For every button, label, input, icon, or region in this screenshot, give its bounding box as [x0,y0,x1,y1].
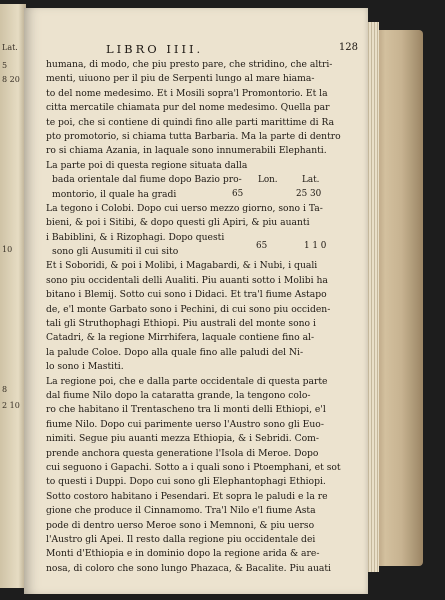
text-line: to questi i Duppi. Dopo cui sono gli Elephantophagi Ethiopi. [46,476,326,488]
running-header [24,42,368,58]
left-fragment: 2 10 [2,401,20,410]
longitude-value: 65 [256,241,268,252]
text-line: Catadri, & la regione Mirrhifera, laquale contiene fino al- [46,332,315,344]
left-fragment: 8 [2,385,8,394]
text-line: La parte poi di questa regione situata dalla [46,159,248,171]
text-line: Et i Soboridi, & poi i Molibi, i Magabardi, & i Nubi, i quali [46,260,318,272]
text-line: menti, uiuono per il piu de Serpenti lungo al mare hiama- [46,73,315,85]
left-fragment: Lat. [2,43,18,52]
text-line: nosa, di coloro che sono lungo Phazaca, & Bacalite. Piu auati [46,562,331,574]
left-page-edge [0,4,26,588]
text-line: ro che habitano il Trentascheno tra li monti delli Ethiopi, e'l [46,404,326,416]
coordinate-table [46,173,346,202]
table-text-line: sono gli Ausumiti il cui sito [52,246,179,258]
text-line: ro si chiama Azania, in laquale sono innumerabili Elephanti. [46,145,327,157]
book-page [24,8,368,594]
longitude-header: Lon. [258,175,278,186]
text-line: La tegono i Colobi. Dopo cui uerso mezzo giorno, sono i Ta- [46,202,323,214]
text-line: la palude Coloe. Dopo alla quale fino alle paludi del Ni- [46,346,304,358]
text-line: de, e'l monte Garbato sono i Pechini, di cui sono piu occiden- [46,303,331,315]
text-line: bitano i Blemij. Sotto cui sono i Didaci. Et tra'l fiume Astapo [46,289,327,301]
text-block [46,58,346,576]
text-line: prende anchora questa generatione l'Isola di Meroe. Dopo [46,447,319,459]
left-fragment: 5 [2,61,8,70]
table-text-line: montorio, il quale ha gradi [52,188,177,200]
text-line: cui seguono i Gapachi. Sotto a i quali sono i Ptoemphani, et sot [46,461,341,473]
text-line: nimiti. Segue piu auanti mezza Ethiopia, & i Sebridi. Com- [46,433,319,445]
coordinate-table [46,241,346,259]
left-fragment: 10 [2,245,13,254]
text-line: humana, di modo, che piu presto pare, che stridino, che altri- [46,59,333,70]
text-line: pto promotorio, si chiama tutta Barbaria. Ma la parte di dentro [46,130,341,142]
text-line: i Babiblini, & i Rizophagi. Dopo questi [46,231,225,243]
text-line: Sotto costoro habitano i Pesendari. Et sopra le paludi e la re [46,490,328,502]
text-line: La regione poi, che e dalla parte occidentale di questa parte [46,375,328,387]
text-line: gione che produce il Cinnamomo. Tra'l Nilo e'l fiume Asta [46,505,316,517]
text-line: sono piu occidentali delli Aualiti. Piu auanti sotto i Molibi ha [46,274,328,286]
text-line: tali gli Struthophagi Ethiopi. Piu australi del monte sono i [46,318,316,330]
text-line: citta mercatile chiamata pur del nome medesimo. Quella par [46,102,330,114]
text-line: pode di dentro uerso Meroe sono i Memnoni, & piu uerso [46,519,315,531]
latitude-value: 25 30 [296,189,322,200]
page-number: 128 [338,42,358,53]
text-line: bieni, & poi i Sitibi, & dopo questi gli Apiri, & piu auanti [46,217,310,229]
left-fragment: 8 20 [2,75,20,84]
text-line: Monti d'Ethiopia e in dominio dopo la regione arida & are- [46,548,320,560]
text-line: fiume Nilo. Dopo cui parimente uerso l'Austro sono gli Euo- [46,418,324,430]
longitude-value: 65 [232,189,244,200]
text-line: lo sono i Mastiti. [46,361,124,373]
text-line: te poi, che si contiene di quindi fino alle parti marittime di Ra [46,116,335,128]
table-text-line: bada orientale dal fiume dopo Bazio pro- [52,174,242,186]
latitude-header: Lat. [302,175,320,186]
latitude-value: 1 1 0 [304,241,327,252]
page-title: LIBRO IIII. [106,42,204,56]
text-line: l'Austro gli Apei. Il resto dalla regione piu occidentale dei [46,533,316,545]
text-line: to del nome medesimo. Et i Mosili sopra'l Promontorio. Et la [46,87,328,99]
text-line: dal fiume Nilo dopo la cataratta grande, la tengono colo- [46,390,311,401]
